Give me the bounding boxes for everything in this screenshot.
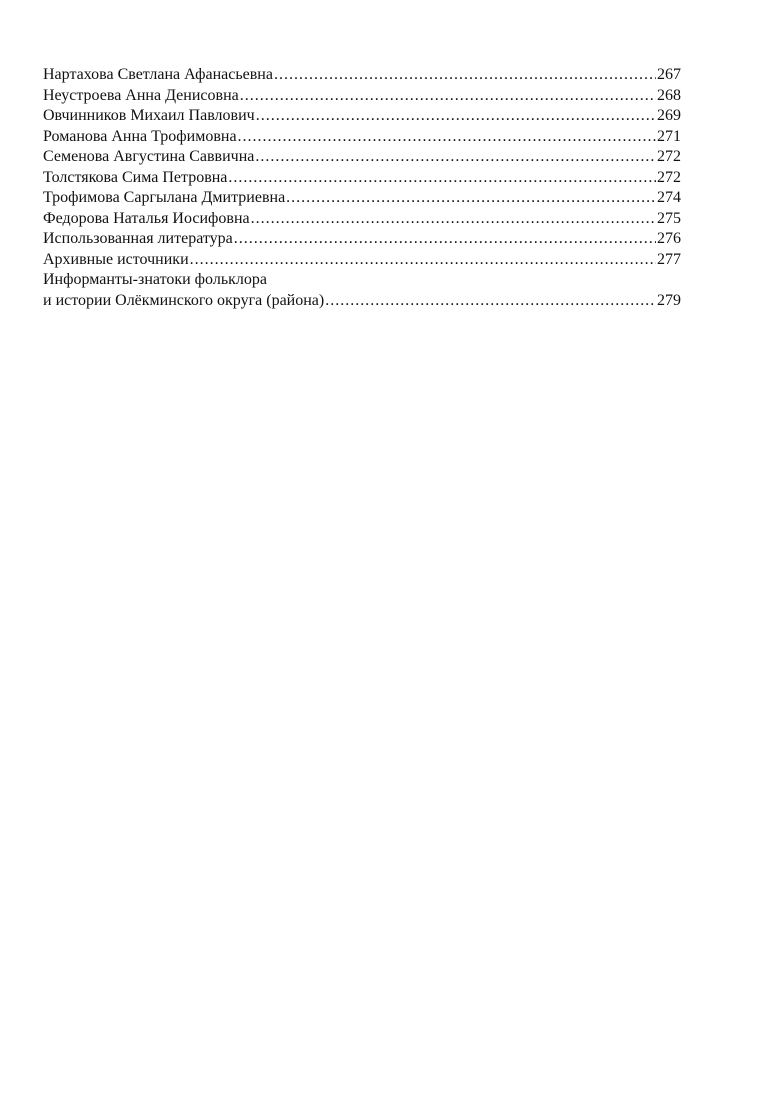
toc-page-number: 274 (657, 189, 681, 206)
toc-entry (43, 127, 681, 148)
toc-dot-leader (256, 106, 656, 127)
table-of-contents (43, 65, 681, 311)
toc-dot-leader (251, 209, 656, 230)
toc-entry-title: Архивные источники (43, 250, 189, 268)
toc-dot-leader (255, 147, 656, 168)
toc-dot-leader (190, 250, 656, 271)
toc-entry-title: Овчинников Михаил Павлович (43, 107, 255, 124)
toc-dot-leader (274, 65, 656, 86)
toc-dot-leader (240, 86, 656, 107)
toc-page-number: 271 (657, 127, 681, 145)
toc-entry-title: Нартахова Светлана Афанасьевна (43, 66, 273, 83)
toc-page-number: 276 (657, 230, 681, 247)
toc-entry-title: Романова Анна Трофимовна (43, 127, 237, 145)
toc-entry-title: Неустроева Анна Денисовна (43, 86, 239, 104)
toc-page-number: 279 (657, 291, 681, 309)
toc-dot-leader (228, 168, 656, 189)
toc-page-number: 275 (657, 209, 681, 227)
toc-page-number: 268 (657, 86, 681, 104)
toc-entry (43, 168, 681, 189)
toc-entry-multiline (43, 270, 681, 311)
toc-entry-title-line2: и истории Олёкминского округа (района) (43, 291, 325, 309)
toc-entry-second-line (43, 291, 681, 312)
toc-dot-leader (286, 188, 656, 209)
toc-dot-leader (238, 127, 656, 148)
toc-entry (43, 106, 681, 127)
toc-entry (43, 250, 681, 271)
toc-page-number: 272 (657, 148, 681, 165)
toc-dot-leader (234, 229, 656, 250)
toc-entry (43, 86, 681, 107)
toc-entry-title: Трофимова Саргылана Дмитриевна (43, 189, 286, 206)
toc-page-number: 272 (657, 168, 681, 186)
toc-entry (43, 209, 681, 230)
toc-page-number: 277 (657, 250, 681, 268)
toc-entry (43, 65, 681, 86)
toc-dot-leader (325, 291, 656, 312)
toc-page-number: 267 (657, 66, 681, 83)
toc-entry (43, 188, 681, 209)
toc-entry (43, 147, 681, 168)
toc-entry-title: Федорова Наталья Иосифовна (43, 209, 250, 227)
toc-page-number: 269 (657, 107, 681, 124)
toc-entry-title: Использованная литература (43, 230, 233, 247)
toc-entry (43, 229, 681, 250)
toc-entry-title-line1: Информанты-знатоки фольклора (43, 271, 267, 288)
toc-entry-title: Толстякова Сима Петровна (43, 168, 228, 186)
toc-entry-title: Семенова Августина Саввична (43, 148, 255, 165)
